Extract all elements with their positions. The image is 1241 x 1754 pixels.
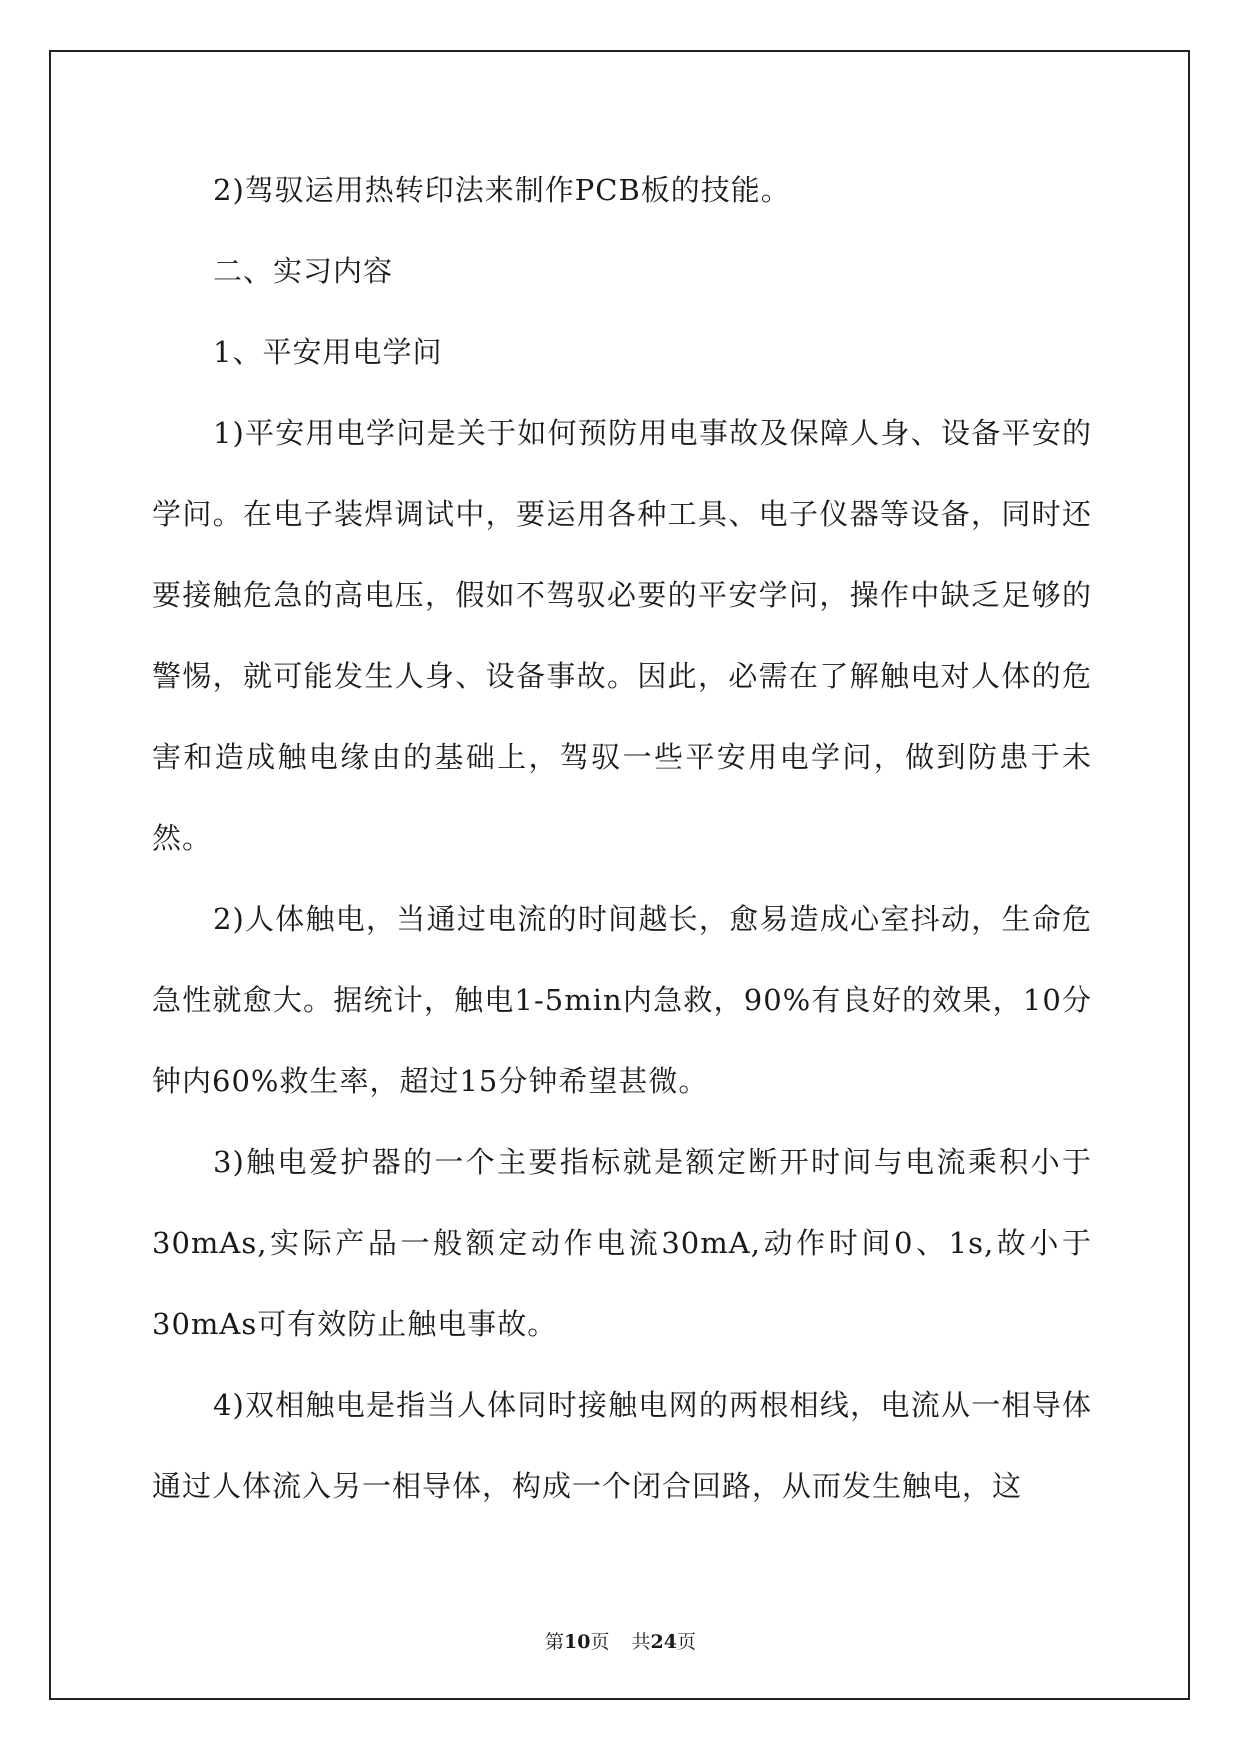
section-heading: 二、实习内容 <box>213 254 394 288</box>
footer-total-unit: 页 <box>676 1631 696 1653</box>
paragraph-protector: 3)触电爱护器的一个主要指标就是额定断开时间与电流乘积小于30mAs,实际产品一般额定动作电流30mA,动作时间0、1s,故小于30mAs可有效防止触电事故。 <box>152 1145 1092 1341</box>
paragraph-electric-shock: 2)人体触电，当通过电流的时间越长，愈易造成心室抖动，生命危急性就愈大。据统计，触电1-5min内急救，90%有良好的效果，10分钟内60%救生率，超过15分钟希望甚微。 <box>152 902 1092 1098</box>
footer-prefix: 第 <box>545 1631 565 1653</box>
page-footer <box>0 1627 1241 1654</box>
paragraph-safety-knowledge: 1)平安用电学问是关于如何预防用电事故及保障人身、设备平安的学问。在电子装焊调试中，要运用各种工具、电子仪器等设备，同时还要接触危急的高电压，假如不驾驭必要的平安学问，操作中缺乏足够的警惕，就可能发生人身、设备事故。因此，必需在了解触电对人体的危害和造成触电缘由的基础上，驾驭一些平安用电学问，做到防患于未然。 <box>152 416 1092 855</box>
current-page-number: 10 <box>564 1631 591 1653</box>
footer-total-prefix: 共 <box>631 1631 651 1653</box>
footer-page-unit: 页 <box>590 1631 610 1653</box>
paragraph-two-phase: 4)双相触电是指当人体同时接触电网的两根相线，电流从一相导体通过人体流入另一相导体，构成一个闭合回路，从而发生触电，这 <box>152 1388 1092 1503</box>
document-body <box>152 150 1092 1527</box>
paragraph-skill: 2)驾驭运用热转印法来制作PCB板的技能。 <box>213 173 791 207</box>
subsection-heading: 1、平安用电学问 <box>213 335 443 369</box>
total-page-number: 24 <box>650 1631 677 1653</box>
